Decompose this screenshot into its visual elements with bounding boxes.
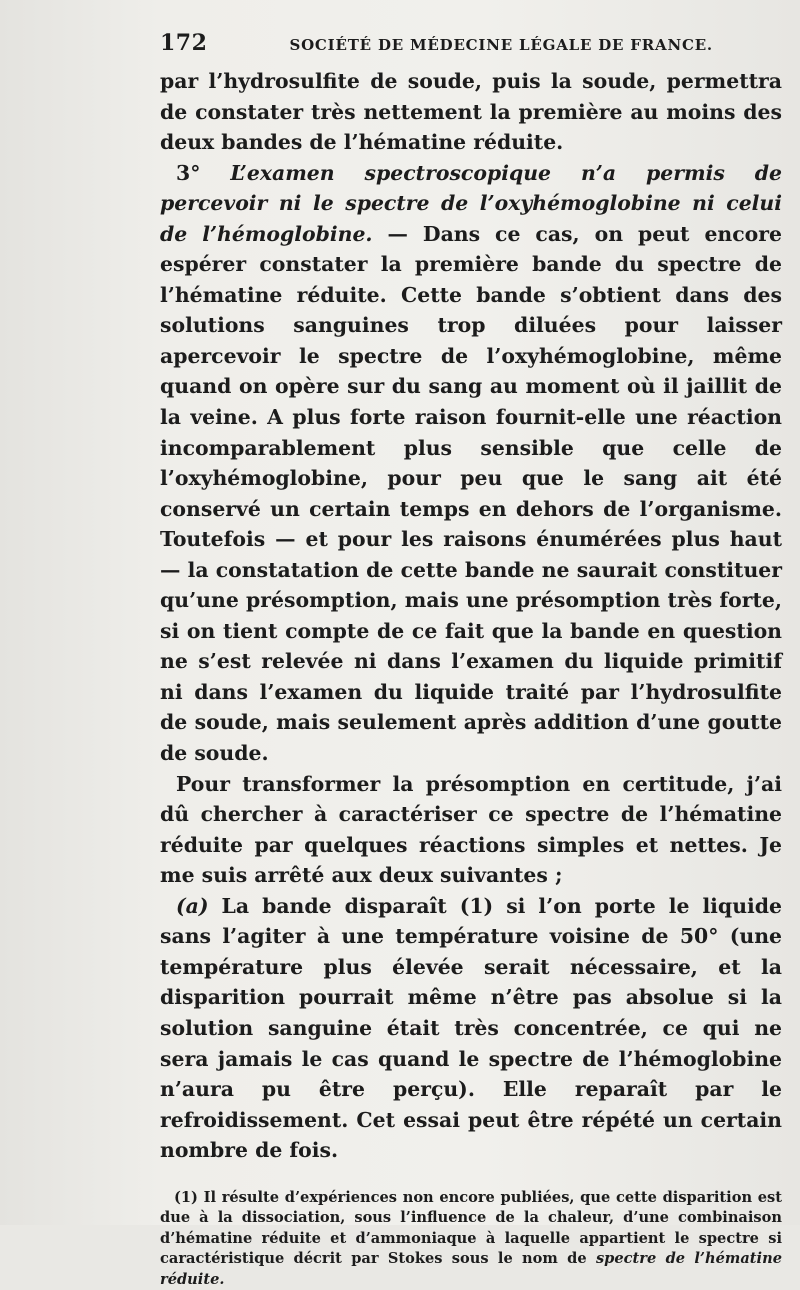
footnote-1-text: (1) Il résulte d’expériences non encore publiées, que cette disparition est due à la dissociation, sous l’influence de la chaleur, d’une combinaison d’hématine réduite et d’ammoniaque à laquelle appartient le spectre si caractéristique décrit par Stokes sous le nom de	[160, 1188, 782, 1268]
paragraph-3: Pour transformer la présomption en certitude, j’ai dû chercher à caractériser ce spectre de l’hématine réduite par quelques réactions simples et nettes. Je me suis arrêté aux deux suivantes ;	[160, 771, 782, 888]
footnotes	[160, 1188, 782, 1290]
footnote-1	[160, 1188, 782, 1290]
paragraph-2-italic-heading: L’examen spectroscopique n’a permis de percevoir ni le spectre de l’oxyhémoglobine ni celui de l’hémoglobine.	[160, 160, 782, 246]
footnote-1-italic: spectre de l’hématine réduite.	[160, 1250, 782, 1288]
paragraph-4-label: (a)	[176, 893, 209, 918]
paragraph-4-text: La bande disparaît (1) si l’on porte le liquide sans l’agiter à une température voisine de 50° (une température plus élevée serait nécessaire, et la disparition pourrait même n’être pas absolue si la solution sanguine était très concentrée, ce qui ne sera jamais le cas quand le spectre de l’hémoglobine n’aura pu être perçu). Elle reparaît par le refroidissement. Cet essai peut être répété un certain nombre de fois.	[160, 893, 782, 1163]
running-head	[160, 30, 782, 66]
page-number: 172	[160, 30, 208, 56]
paragraph-1: par l’hydrosulfite de soude, puis la soude, permettra de constater très nettement la première au moins des deux bandes de l’hématine réduite.	[160, 69, 782, 155]
running-title: SOCIÉTÉ DE MÉDECINE LÉGALE DE FRANCE.	[289, 36, 713, 54]
paragraph-2-text: — Dans ce cas, on peut encore espérer constater la première bande du spectre de l’hématine réduite. Cette bande s’obtient dans des solutions sanguines trop diluées pour laisser apercevoir le spectre de l’oxyhémoglobine, même quand on opère sur du sang au moment où il jaillit de la veine. A plus forte raison fournit-elle une réaction incomparablement plus sensible que celle de l’oxyhémoglobine, pour peu que le sang ait été conservé un certain temps en dehors de l’organisme. Toutefois — et pour les raisons énumérées plus haut — la constatation de cette bande ne saurait constituer qu’une présomption, mais une présomption très forte, si on tient compte de ce fait que la bande en question ne s’est relevée ni dans l’examen du liquide primitif ni dans l’examen du liquide traité par l’hydrosulfite de soude, mais seulement après addition d’une goutte de soude.	[160, 221, 782, 766]
paragraph-2-number: 3°	[176, 160, 201, 185]
body-text	[160, 66, 782, 1166]
paragraph-4	[160, 891, 782, 1166]
paragraph-2	[160, 158, 782, 769]
